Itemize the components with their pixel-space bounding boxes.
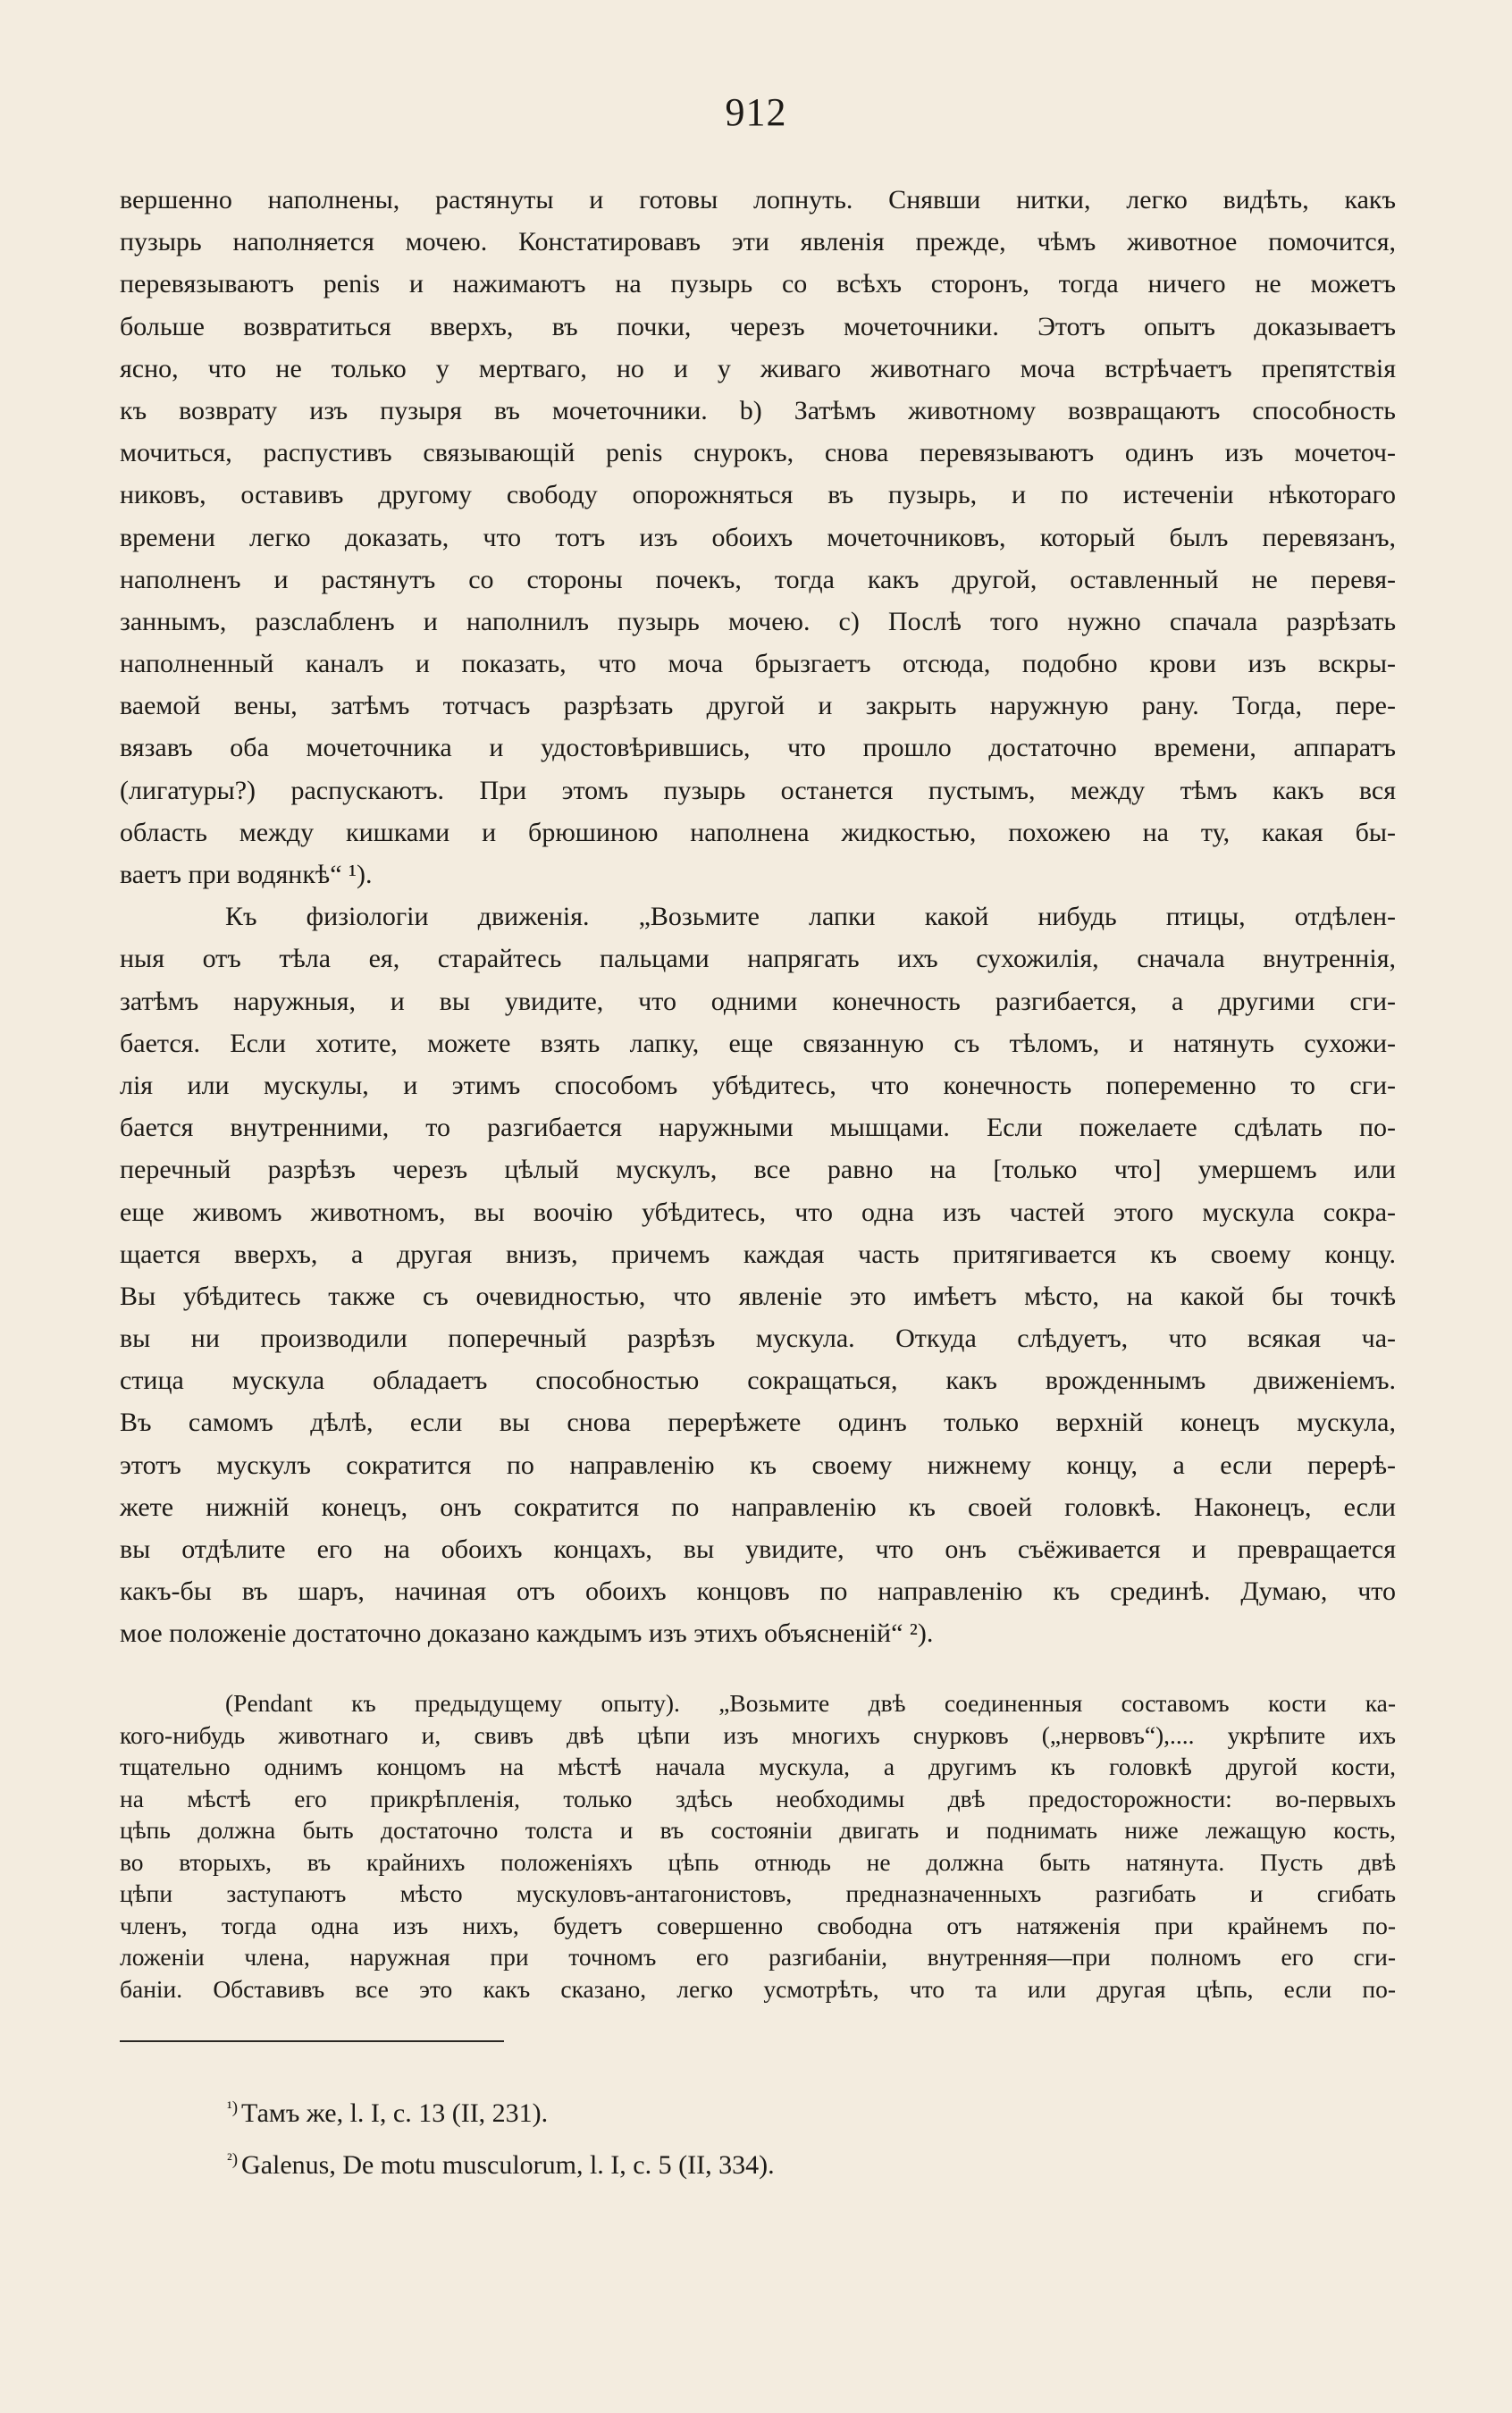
- text-line: еще живомъ животномъ, вы воочію убѣдитесь, что одна изъ частей этого мускула сокра-: [120, 1197, 1396, 1227]
- footnote-mark: ²): [227, 2150, 239, 2169]
- main-text: [120, 179, 1396, 1655]
- text-line: цѣпь должна быть достаточно толста и въ состояніи двигать и поднимать ниже лежащую кость,: [120, 1816, 1396, 1844]
- text-line: вершенно наполнены, растянуты и готовы лопнуть. Снявши нитки, легко видѣть, какъ: [120, 185, 1396, 214]
- text-line: ясно, что не только у мертваго, но и у живаго животнаго моча встрѣчаетъ препятствія: [120, 353, 1396, 383]
- text-line: бается. Если хотите, можете взять лапку, еще связанную съ тѣломъ, и натянуть сухожи-: [120, 1028, 1396, 1058]
- text-line: перечный разрѣзъ черезъ цѣлый мускулъ, все равно на [только что] умершемъ или: [120, 1155, 1396, 1185]
- text-line: лія или мускулы, и этимъ способомъ убѣдитесь, что конечность попеременно то сги-: [120, 1070, 1396, 1100]
- text-line: пузырь наполняется мочею. Констатировавъ эти явленія прежде, чѣмъ животное помочится,: [120, 227, 1396, 257]
- text-line: жете нижній конецъ, онъ сократится по направленію къ своей головкѣ. Наконецъ, если: [120, 1492, 1396, 1522]
- text-line: этотъ мускулъ сократится по направленію къ своему нижнему концу, а если перерѣ-: [120, 1450, 1396, 1480]
- text-line: Къ физіологіи движенія. „Возьмите лапки какой нибудь птицы, отдѣлен-: [225, 902, 1396, 932]
- text-line: членъ, тогда одна изъ нихъ, будетъ совершенно свободна отъ натяженія при крайнемъ по-: [120, 1911, 1396, 1939]
- text-line: на мѣстѣ его прикрѣпленія, только здѣсь необходимы двѣ предосторожности: во-первыхъ: [120, 1784, 1396, 1812]
- small-print-text: [120, 1687, 1396, 2005]
- text-line: ложеніи члена, наружная при точномъ его разгибаніи, внутренняя—при полномъ его сги-: [120, 1943, 1396, 1971]
- text-line: наполненъ и растянутъ со стороны почекъ, тогда какъ другой, оставленный не перевя-: [120, 564, 1396, 594]
- text-line: Вы убѣдитесь также съ очевидностью, что явленіе это имѣетъ мѣсто, на какой бы точкѣ: [120, 1281, 1396, 1311]
- text-line: ваемой вены, затѣмъ тотчасъ разрѣзать другой и закрыть наружную рану. Тогда, пере-: [120, 691, 1396, 721]
- text-line: вы отдѣлите его на обоихъ концахъ, вы увидите, что онъ съёживается и превращается: [120, 1534, 1396, 1564]
- text-line: ваетъ при водянкѣ“ ¹).: [120, 860, 373, 889]
- text-line: цѣпи заступаютъ мѣсто мускуловъ-антагонистовъ, предназначенныхъ разгибать и сгибать: [120, 1879, 1396, 1907]
- text-line: затѣмъ наружныя, и вы увидите, что одними конечность разгибается, а другими сги-: [120, 986, 1396, 1016]
- text-line: стица мускула обладаетъ способностью сокращаться, какъ врожденнымъ движеніемъ.: [120, 1366, 1396, 1396]
- text-line: область между кишками и брюшиною наполнена жидкостью, похожею на ту, какая бы-: [120, 817, 1396, 847]
- text-line: никовъ, оставивъ другому свободу опорожняться въ пузырь, и по истеченіи нѣкотораго: [120, 480, 1396, 510]
- text-line: наполненный каналъ и показать, что моча брызгаетъ отсюда, подобно крови изъ вскры-: [120, 649, 1396, 679]
- text-line: вязавъ оба мочеточника и удостовѣрившись, что прошло достаточно времени, аппаратъ: [120, 733, 1396, 763]
- text-line: тщательно однимъ концомъ на мѣстѣ начала мускула, а другимъ къ головкѣ другой кости,: [120, 1753, 1396, 1780]
- footnote: [227, 2082, 1299, 2134]
- text-line: бается внутренними, то разгибается наружными мышцами. Если пожелаете сдѣлать по-: [120, 1113, 1396, 1143]
- text-line: мое положеніе достаточно доказано каждымъ изъ этихъ объясненій“ ²).: [120, 1618, 934, 1649]
- text-line: какъ-бы въ шаръ, начиная отъ обоихъ концовъ по направленію къ срединѣ. Думаю, что: [120, 1576, 1396, 1607]
- text-line: Въ самомъ дѣлѣ, если вы снова перерѣжете одинъ только верхній конецъ мускула,: [120, 1408, 1396, 1438]
- footnote: [227, 2134, 1299, 2186]
- text-line: вы ни производили поперечный разрѣзъ мускула. Откуда слѣдуетъ, что всякая ча-: [120, 1324, 1396, 1354]
- page-number: 912: [725, 90, 787, 134]
- text-line: перевязываютъ penis и нажимаютъ на пузырь со всѣхъ сторонъ, тогда ничего не можетъ: [120, 269, 1396, 299]
- text-line: кого-нибудь животнаго и, свивъ двѣ цѣпи изъ многихъ снурковъ („нервовъ“),.... укрѣпите ихъ: [120, 1720, 1396, 1749]
- text-line: (лигатуры?) распускаютъ. При этомъ пузырь останется пустымъ, между тѣмъ какъ вся: [120, 775, 1396, 805]
- footnote-mark: ¹): [227, 2098, 239, 2117]
- footnotes: [227, 2082, 1299, 2186]
- text-line: къ возврату изъ пузыря въ мочеточники. b) Затѣмъ животному возвращаютъ способность: [120, 395, 1396, 425]
- footnote-text: Тамъ же, l. I, c. 13 (II, 231).: [241, 2098, 549, 2128]
- text-line: щается вверхъ, а другая внизъ, причемъ каждая часть притягивается къ своему концу.: [120, 1239, 1396, 1269]
- text-line: времени легко доказать, что тотъ изъ обоихъ мочеточниковъ, который былъ перевязанъ,: [120, 522, 1396, 552]
- text-line: во вторыхъ, въ крайнихъ положеніяхъ цѣпь отнюдь не должна быть натянута. Пусть двѣ: [120, 1847, 1396, 1876]
- text-line: ныя отъ тѣла ея, старайтесь пальцами напрягать ихъ сухожилія, сначала внутреннія,: [120, 944, 1396, 974]
- footnote-text: Galenus, De motu musculorum, l. I, c. 5 (II, 334).: [241, 2150, 775, 2180]
- text-line: баніи. Обставивъ все это какъ сказано, легко усмотрѣть, что та или другая цѣпь, если по-: [120, 1974, 1396, 2003]
- text-line: (Pendant къ предыдущему опыту). „Возьмите двѣ соединенныя составомъ кости ка-: [225, 1689, 1396, 1717]
- footnote-divider: [120, 2040, 504, 2042]
- text-line: мочиться, распустивъ связывающій penis снурокъ, снова перевязываютъ одинъ изъ мочеточ-: [120, 438, 1396, 468]
- text-line: заннымъ, разслабленъ и наполнилъ пузырь мочею. c) Послѣ того нужно спачала разрѣзать: [120, 606, 1396, 636]
- text-line: больше возвратиться вверхъ, въ почки, черезъ мочеточники. Этотъ опытъ доказываетъ: [120, 311, 1396, 341]
